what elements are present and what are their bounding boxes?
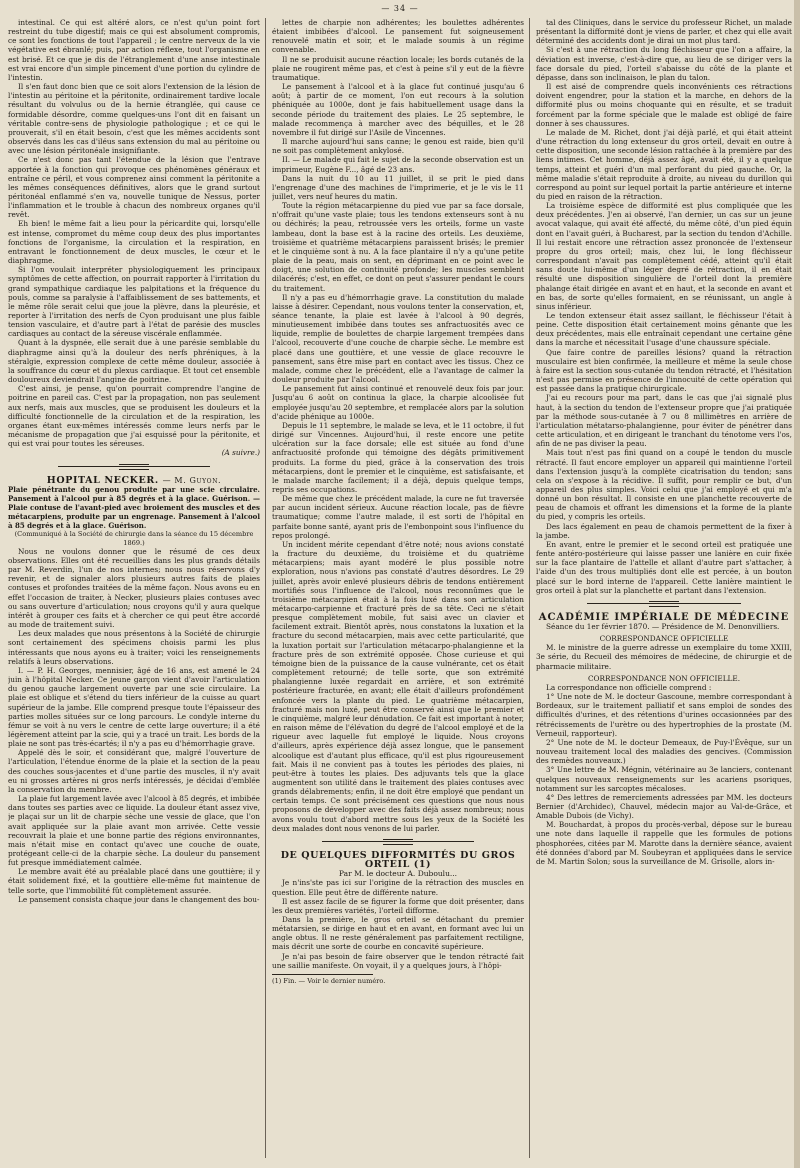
paragraph: Le tendon extenseur était assez saillant, le fléchisseur l'était à peine. Cette disposition était certainement moins gênante que les deux précédentes, mais elle entraînait cependant une certaine gêne dans la marche et nécessitait l'usage d'une chaussure spéciale.: [536, 311, 792, 348]
paragraph: Le pansement à l'alcool et à la glace fut continué jusqu'au 6 août; à partir de ce moment, l'on eut recours à la solution phéniquée au 1000e, dont je fais habituellement usage dans la seconde période du traitement des plaies. Le 25 septembre, le malade recommença à marcher avec des béquilles, et le 28 novembre il fut dirigé sur l'Asile de Vincennes.: [272, 82, 524, 137]
paragraph: Dans la nuit du 10 au 11 juillet, il se prit le pied dans l'engrenage d'une des machines de l'imprimerie, et je le vis le 11 juillet, vers neuf heures du matin.: [272, 173, 524, 201]
paragraph: Des lacs également en peau de chamois permettent de la fixer à la jambe.: [536, 521, 792, 540]
paragraph: Que faire contre de pareilles lésions? quand la rétraction musculaire est bien confirmée, la meilleure et même la seule chose à faire est la section sous-cutanée du tendon rétracté, et l'hésitation n'est pas permise en présence de l'innocuité de cette opération qui est passée dans la pratique chirurgicale.: [536, 347, 792, 394]
footnote-rule: [272, 974, 373, 975]
paragraph: Eh bien! le même fait a lieu pour la péricardite qui, lorsqu'elle est intense, compromet du même coup deux des plus importantes fonctions de l'organisme, la circulation et la respiration, en entravant le fonctionnement de deux muscles, le cœur et le diaphragme.: [8, 219, 260, 266]
paragraph: Le pansement fut ainsi continué et renouvelé deux fois par jour. Jusqu'au 6 août on continua la glace, la charpie alcoolisée fut employée jusqu'au 20 septembre, et remplacée alors par la solution d'acide phénique au 1000e.: [272, 384, 524, 421]
paragraph: M. le ministre de la guerre adresse un exemplaire du tome XXIII, 3e série, du Recueil des mémoires de médecine, de chirurgie et de pharmacie militaire.: [536, 643, 792, 671]
paragraph: Le malade de M. Richet, dont j'ai déjà parlé, et qui était atteint d'une rétraction du long extenseur du gros orteil, devait en outre à cette disposition, une seconde lésion rattachée à la première par des liens intimes. Cet homme, déjà assez âgé, avait été, il y a quelque temps, atteint et guéri d'un mal perforant du pied gauche. Or, la même maladie s'était reproduite à droite, au niveau du durillon qui correspond au point sur lequel portait la partie antérieure et interne du pied en raison de la rétraction.: [536, 127, 792, 201]
hopital-subheading: Plaie pénétrante du genou produite par une scie circulaire. Pansement à l'alcool pur à 85 degrés et à la glace. Guérison. — Plaie contuse de l'avant-pied avec broiement des muscles et des métacarpiens, produite par un engrenage. Pansement à l'alcool à 85 degrés et à la glace. Guérison.: [8, 484, 260, 531]
section-divider: [8, 461, 260, 473]
paragraph: Quant à la dyspnée, elle serait due à une parésie semblable du diaphragme ainsi qu'à la douleur des nerfs phréniques, à la stéralgie, expression complexe de cette même douleur, associée à la souffrance du cœur et du plexus cardiaque. Et tout cet ensemble douloureux deviendrait l'angine de poitrine.: [8, 338, 260, 385]
paragraph: tal des Cliniques, dans le service du professeur Richet, un malade présentant la difformité dont je viens de parler, et chez qui elle avait déterminé des accidents dont je dirai un mot plus tard.: [536, 18, 792, 46]
column-rule: [529, 18, 530, 1158]
paragraph: Il marche aujourd'hui sans canne; le genou est raide, bien qu'il ne soit pas complètement ankylosé.: [272, 137, 524, 156]
footnote: (1) Fin. — Voir le dernier numéro.: [272, 976, 386, 985]
column-3: [536, 18, 792, 1158]
paragraph: M. Bouchardat, à propos du procès-verbal, dépose sur le bureau une note dans laquelle il rappelle que les formules de potions phosphorées, citées par M. Marotte dans la dernière séance, avaient été données d'abord par M. Soubeyran et appliquées dans le service de M. Martin Solon; sous la surveillance de M. Grisolle, alors in-: [536, 820, 792, 866]
paragraph: II. — Le malade qui fait le sujet de la seconde observation est un imprimeur, Eugène F..., âgé de 23 ans.: [272, 155, 524, 174]
paragraph: 1° Une note de M. le docteur Gascoune, membre correspondant à Bordeaux, sur le traitement palliatif et sans emploi de sondes des difficultés d'urines, et des rétentions d'urines occasionnées par des rétrécissements de l'urètre ou des hypertrophies de la prostate (M. Verneuil, rapporteur).: [536, 692, 792, 738]
page-edge: [794, 0, 800, 1168]
deformity-title: DE QUELQUES DIFFORMITÉS DU GROS ORTEIL (1): [280, 849, 516, 871]
paragraph: Il est aisé de comprendre quels inconvénients ces rétractions doivent engendrer, pour la station et la marche, en dehors de la difformité plus ou moins choquante qui en résulte, et se traduit forcément par la forme spéciale que le malade est obligé de faire donner à ses chaussures.: [536, 82, 792, 128]
paragraph: Le pansement consista chaque jour dans le changement des bou-: [18, 894, 260, 904]
column-2: [272, 18, 524, 1158]
paragraph: Je n'ai pas besoin de faire observer que le tendon rétracté fait une saillie manifeste. On voyait, il y a quelques jours, à l'hôpi-: [272, 951, 524, 970]
paragraph: Il est assez facile de se figurer la forme que doit présenter, dans les deux premières variétés, l'orteil difforme.: [272, 896, 524, 915]
paragraph: En avant, entre le premier et le second orteil est pratiquée une fente antéro-postérieure qui laisse passer une lanière en cuir fixée sur la face plantaire de l'attelle et allant d'autre part s'attacher, à l'aide d'un des trous multipliés dont elle est percée, à un bouton placé sur le bord interne de l'appareil. Cette lanière maintient le gros orteil à plat sur la planchette et partant dans l'extension.: [536, 539, 792, 595]
paragraph: Toute la région métacarpienne du pied vue par sa face dorsale, n'offrait qu'une vaste plaie; tous les tendons extenseurs sont à nu ou déchirés; la peau, retroussée vers les orteils, forme un vaste lambeau, dont la base est à la racine des orteils. Les deuxième, troisième et quatrième métacarpiens paraissent brisés; le premier et le cinquième sont à nu. A la face plantaire il n'y a qu'une petite plaie de la peau, mais on sent, en déprimant en ce point avec le doigt, une solution de continuité profonde; les muscles semblent dilacérés; c'est, en effet, ce dont on peut s'assurer pendant le cours du traitement.: [272, 201, 524, 293]
paragraph: intestinal. Ce qui est altéré alors, ce n'est qu'un point fort restreint du tube digestif; mais ce qui est absolument compromis, ce sont les fonctions de tout l'appareil ; le centre nerveux de la vie végétative est ébranlé; puis, par action réflexe, tout l'organisme en est brisé. Et ce que je dis de l'étranglement d'une anse intestinale est vrai encore d'un simple pincement d'une portion du cylindre de l'intestin.: [8, 18, 260, 82]
paragraph: La troisième espèce de difformité est plus compliquée que les deux précédentes. J'en ai observé, l'an dernier, un cas sur un jeune avocat valaque, qui avait été affecté, du même côté, d'un pied équin dont en l'avait guéri, à Bucharest, par la section du tendon d'Achille. Il lui restait encore une rétraction assez prononcée de l'extenseur propre du gros orteil; mais, chez lui, le long fléchisseur correspondant n'avait pas complètement cédé, atteint qu'il était sans doute lui-même d'un léger degré de rétraction, il en était résulté une disposition singulière de l'orteil dont la première phalange était dirigée en avant et en haut, et la seconde en avant et en bas, de sorte qu'elles formaient, en se réunissant, un angle à sinus inférieur.: [536, 201, 792, 311]
paragraph: 2° Une note de M. le docteur Demeaux, de Puy-l'Évêque, sur un nouveau traitement local des maladies des gencives. (Commission des remèdes nouveaux.): [536, 737, 792, 766]
paragraph: La correspondance non officielle comprend :: [546, 682, 712, 692]
academy-title: ACADÉMIE IMPÉRIALE DE MÉDECINE: [538, 611, 790, 623]
paragraph: Il n'y a pas eu d'hémorrhagie grave. La constitution du malade laisse à désirer. Cependant, nous voulons tenter la conservation, et, séance tenante, la plaie est lavée à l'alcool à 90 degrés, minutieusement imbibée dans toutes ses anfractuosités avec ce liquide, remplie de boulettes de charpie largement trempées dans l'alcool, recouverte d'une couche de charpie sèche. Le membre est placé dans une gouttière, et une vessie de glace recouvre le pansement, sans être mise part en contact avec les tissus. Chez ce malade, comme chez le précédent, elle a l'avantage de calmer la douleur produite par l'alcool.: [272, 292, 524, 385]
paragraph: Appelé dès le soir, et considérant que, malgré l'ouverture de l'articulation, l'étendue énorme de la plaie et la section de la peau des couches sous-jacentes et d'une partie des muscles, il n'y avait eu ni grosses artères ni gros nerfs intéressés, je décidai d'emblée la conservation du membre.: [8, 748, 260, 794]
column-1: [8, 18, 260, 1158]
deformity-author: Par M. le docteur A. Duboulu...: [338, 869, 458, 879]
paragraph: Si c'est à une rétraction du long fléchisseur que l'on a affaire, la déviation est inverse, c'est-à-dire que, au lieu de se diriger vers la face dorsale du pied, l'orteil s'abaisse du côté de la plante et dépasse, dans son inclinaison, le plan du talon.: [536, 45, 792, 82]
academy-session: Séance du 1er février 1870. — Présidence de M. Denonvilliers.: [546, 622, 780, 631]
paragraph: Je n'ins'ste pas ici sur l'origine de la rétraction des muscles en question. Elle peut être de différente nature.: [272, 878, 524, 897]
paragraph: Nous ne voulons donner que le résumé de ces deux observations. Elles ont été recueillies dans les plus grands détails par M. Reverdin, l'un de nos internes; nous nous réservons d'y revenir, et de signaler alors plusieurs autres faits de plaies contuses et profondes traitées de la même façon. Nous avons eu en effet l'occasion de traiter, à Necker, plusieurs plaies contuses avec ou sans ouverture d'articulation; nous croyons qu'il y aura quelque intérêt à grouper ces faits et à chercher ce qui peut être accordé au mode de traitement suivi.: [8, 546, 260, 630]
paragraph: Il ne se produisit aucune réaction locale; les bords cutanés de la plaie ne rougirent même pas, et c'est à peine s'il y eut de la fièvre traumatique.: [272, 54, 524, 82]
paragraph: Il s'en faut donc bien que ce soit alors l'extension de la lésion de l'intestin au péritoine et la péritonite, ordinairement tardive locale résultant du volvulus ou de la hernie étranglée, qui cause ce formidable désordre, comme quelques-uns l'ont dit en faisant un véritable contre-sens de physiologie pathologique ; et ce qui le prouverait, s'il en était besoin, c'est que les mêmes accidents sont observés dans les cas d'iléus sans extension du mal au péritoine ou avec une lésion péritonéale insignifiante.: [8, 82, 260, 156]
paragraph: De même que chez le précédent malade, la cure ne fut traversée par aucun incident sérieux. Aucune réaction locale, pas de fièvre traumatique; comme l'autre malade, il est sorti de l'hôpital en parfaite bonne santé, ayant pris de l'embonpoint sous l'influence du repos prolongé.: [272, 494, 524, 540]
paragraph: 3° Une lettre de M. Mégnin, vétérinaire au 3e lanciers, contenant quelques nouveaux renseignements sur les acariens psoriques, notamment sur les sarcoptes mécaloses.: [536, 765, 792, 793]
paragraph: Si l'on voulait interpréter physiologiquement les principaux symptômes de cette affection, on pourrait rapporter à l'irritation du grand sympathique cardiaque les palpitations et la fréquence du pouls, comme sa paralysie à l'affaiblissement de ses battements, et le même rôle serait celui que joue la plèvre, dans la pleurésie, et reporter à l'irritation des nerfs de Cyon produisant une plus faible tension vasculaire, et d'autre part à l'état de parésie des muscles cardiaques au contact de la séreuse viscérale enflammée.: [8, 265, 260, 339]
paragraph: C'est ainsi, je pense, qu'on pourrait comprendre l'angine de poitrine en pareil cas. C'est par la propagation, non pas seulement aux nerfs, mais aux muscles, que se produisent les douleurs et la difficulté fonctionnelle de la circulation et de la respiration, les organes étant eux-mêmes intéressés comme leurs nerfs par le mécanisme de propagation que j'ai esquissé pour la péritonite, et qui est vrai pour toutes les séreuses.: [8, 384, 260, 449]
paragraph: Dans la première, le gros orteil se détachant du premier métatarsien, se dirige en haut et en avant, en formant avec lui un angle obtus. Il ne reste généralement pas parfaitement rectiligne, mais décrit une sorte de courbe en concavité supérieure.: [272, 915, 524, 952]
paragraph: J'ai eu recours pour ma part, dans le cas que j'ai signalé plus haut, à la section du tendon de l'extenseur propre que j'ai pratiquée par la méthode sous-cutanée à 7 ou 8 millimètres en arrière de l'articulation métatarso-phalangienne, pour éviter de pénétrer dans cette articulation, et en dirigeant le tranchant du ténotome vers l'os, afin de ne pas diviser la peau.: [536, 393, 792, 449]
hopital-section-title: [8, 476, 260, 485]
paragraph: Depuis le 11 septembre, le malade se leva, et le 11 octobre, il fut dirigé sur Vincennes. Aujourd'hui, il reste encore une petite ulcération sur la face dorsale; elle est située au fond d'une anfractuosité profonde qui témoigne des dégâts primitivement produits. La forme du pied, grâce à la conservation des trois métacarpiens, dont le premier et le cinquième, est satisfaisante, et le malade marche facilement; il a déjà, depuis quelque temps, repris ses occupations.: [272, 420, 524, 494]
paragraph: Ce n'est donc pas tant l'étendue de la lésion que l'entrave apportée à la fonction qui provoque ces phénomènes généraux et entraîne ce péril, et vous comprenez ainsi comment la péritonite a les mêmes conséquences définitives, alors que le grand surtout péritonéal enflammé s'en va, nouvelle tunique de Nessus, porter l'inflammation et le trouble à chacun des nombreux organes qu'il revêt.: [8, 155, 260, 220]
hopital-title: HOPITAL NECKER.: [46, 474, 159, 486]
official-correspondence-heading: CORRESPONDANCE OFFICIELLE: [599, 634, 729, 644]
section-divider: [272, 836, 524, 848]
paragraph: Mais tout n'est pas fini quand on a coupé le tendon du muscle rétracté. Il faut encore employer un appareil qui maintienne l'orteil dans l'extension jusqu'à la complète cicatrisation du tendon; sans cela on s'expose à la récidive. Il suffit, pour remplir ce but, d'un appareil des plus simples. Voici celui que j'ai employé et qui m'a donné un bon résultat. Il consiste en une planchette recouverte de peau de chamois et offrant les dimensions et la forme de la plante du pied, y compris les orteils.: [536, 448, 792, 522]
paragraph: Les deux malades que nous présentons à la Société de chirurgie sont certainement des spécimens choisis parmi les plus intéressants que nous ayons eu à traiter; voici les renseignements relatifs à leurs observations.: [8, 629, 260, 666]
article-signature: (A suivre.): [221, 448, 260, 458]
page-number: — 34 —: [381, 4, 419, 13]
paragraph: I. — P. H. Georges, mennisier, âgé de 16 ans, est amené le 24 juin à l'hôpital Necker. Ce jeune garçon vient d'avoir l'articulation du genou gauche largement ouverte par une scie circulaire. La plaie est oblique et s'étend du tiers inférieur de la cuisse au quart supérieur de la jambe. Elle comprend presque toute l'épaisseur des parties molles situées sur ce long parcours. Le condyle interne du fémur se voit à nu vers le centre de cette large ouverture; il a été légèrement atteint par la scie, qui y a tracé un trait. Les bords de la plaie ne sont pas très-écartés; il n'y a pas eu d'hémorrhagie grave.: [8, 665, 260, 749]
paragraph: 4° Des lettres de remerciements adressées par MM. les docteurs Bernier (d'Archidec), Chauvel, médecin major au Val-de-Grâce, et Amable Dubois (de Vichy).: [536, 792, 792, 821]
hopital-note: (Communiqué à la Société de chirurgie dans la séance du 15 décembre 1869.): [14, 530, 254, 547]
column-rule: [265, 18, 266, 1158]
unofficial-correspondence-heading: CORRESPONDANCE NON OFFICIELLE.: [587, 673, 741, 683]
paragraph: Un incident mérite cependant d'être noté; nous avions constaté la fracture du deuxième, du troisième et du quatrième métacarpiens; mais ayant modéré le plus possible notre exploration, nous n'avions pas constaté d'autres désordres. Le 29 juillet, après avoir enlevé plusieurs débris de tendons entièrement mortifiés sous l'influence de l'alcool, nous reconnûmes que le troisième métacarpien était à la fois luxé dans son articulation métacarpo-carpienne et fracturé près de sa tête. Ceci ne s'était presque complètement mobile, fut saisi avec un clavier et facilement extrait. Bientôt après, nous constatons la luxation et la fracture du second métacarpien, mais avec cette particularité, que la luxation portait sur l'articulation métacarpo-phalangienne et la fracture près de son extrémité opposée. Chose curieuse et qui témoigne bien de la puissance de la cause vulnérante, cet os était complètement retourné; de telle sorte, que son extrémité phalangienne luxée regardait en arrière, et son extrémité postérieure fracturée, en avant; elle était d'ailleurs profondément enfoncée vers la plante du pied. Le quatrième métacarpien, fracturé mais non luxé, peut être conservé ainsi que le premier et le cinquième, malgré leur dénudation. Ce fait est important à noter, en raison même de l'élévation du degré de l'alcool employé et de la rigueur avec laquelle fut employé le liquide. Nous croyons d'ailleurs, après expérience déjà assez longue, que le pansement alcoolique est d'autant plus efficace, qu'il est plus rigoureusement fait. Mais il ne convient pas à toutes les périodes des plaies, ni peut-être à toutes les plaies. Des adjuvants tels que la glace augmentent son utilité dans le traitement des plaies contuses avec grands délabrements; enfin, il ne doit être employé que pendant un certain temps. Ce sont précisément ces questions que nous nous proposons de développer avec des faits déjà assez nombreux; nous avons voulu tout d'abord mettre sous les yeux de la Société les deux malades dont nous venons de lui parler.: [272, 539, 524, 833]
paragraph: lettes de charpie non adhérentes; les boulettes adhérentes étaient imbibées d'alcool. Le pansement fut soigneusement renouvelé matin et soir, et le malade soumis à un régime convenable.: [272, 18, 524, 55]
hopital-author: — M. Guyon.: [162, 475, 222, 485]
paragraph: Le membre avait été au préalable placé dans une gouttière; il y était solidement fixé, et la gouttière elle-même fut maintenue de telle sorte, que l'immobilité fût complètement assurée.: [8, 867, 260, 895]
paragraph: La plaie fut largement lavée avec l'alcool à 85 degrés, et imbibée dans toutes ses parties avec ce liquide. La douleur étant assez vive, je plaçai sur un lit de charpie sèche une vessie de glace, que l'on avait appliquée sur la plaie avant mon arrivée. Cette vessie recouvrait la plaie et une bonne partie des régions environnantes, mais n'était mise en contact qu'avec une couche de ouate, protégeant celle-ci de la charpie sèche. La douleur du pansement fut presque immédiatement calmée.: [8, 794, 260, 868]
section-divider: [536, 598, 792, 610]
